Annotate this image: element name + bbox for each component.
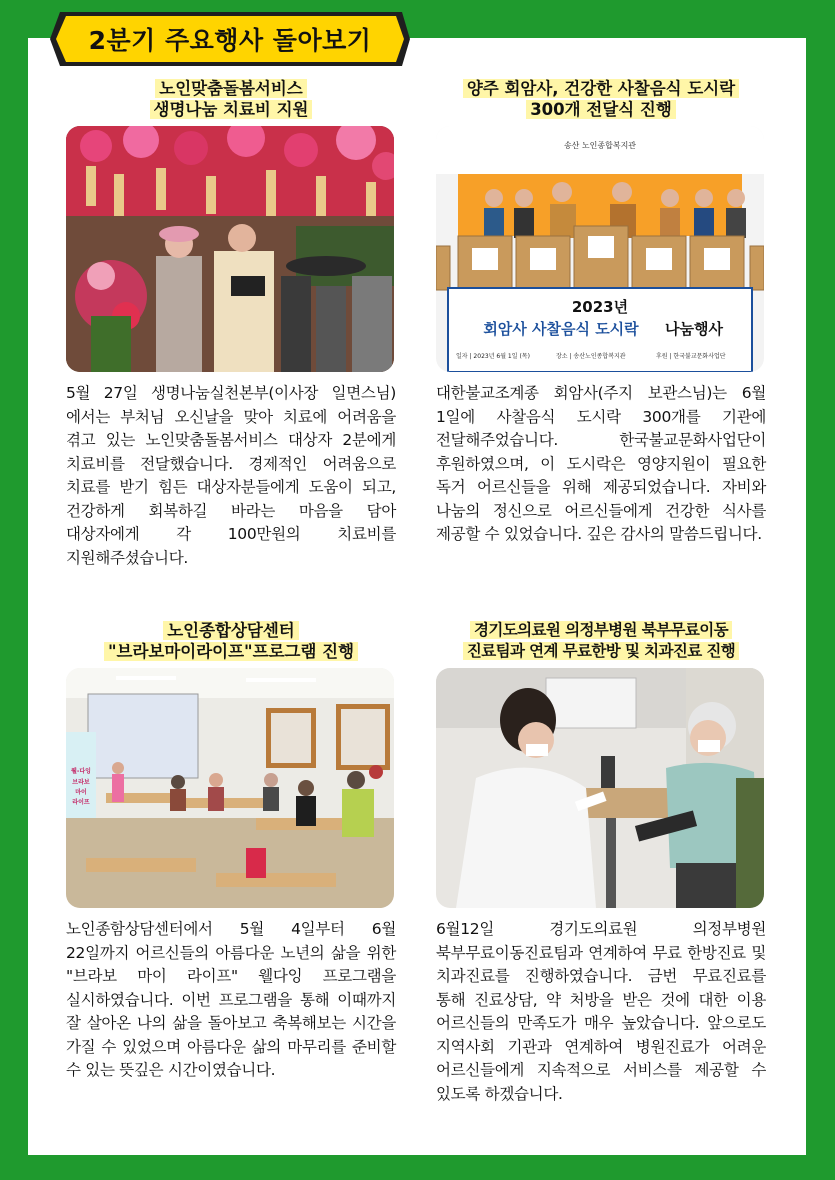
article-photo	[66, 126, 394, 372]
event-banner-sponsor: 후원 | 한국불교문화사업단	[656, 353, 726, 360]
heading-line-1: 경기도의료원 의정부병원 북부무료이동	[470, 621, 732, 639]
lunchbox-ceremony-photo	[436, 126, 764, 372]
temple-lantern-photo	[66, 126, 394, 372]
article-heading	[436, 78, 766, 120]
article-free-medical-care	[436, 620, 766, 1106]
event-banner-title-b: 나눔행사	[665, 320, 723, 338]
article-body: 6월12일 경기도의료원 의정부병원 북부무료이동진료팀과 연계하여 무료 한방진료 및 치과진료를 진행하였습니다. 금번 무료진료를 통해 진료상담, 약 처방을 받은 것에 대한 이용 어르신들의 만족도가 매우 높았습니다. 앞으로도 지역사회 기관과 연계하여 병원진료가 어려운 어르신들에게 지속적으로 서비스를 제공할 수 있도록 하겠습니다.	[436, 920, 766, 1103]
article-lunchbox-donation	[436, 78, 766, 547]
heading-line-2: "브라보마이라이프"프로그램 진행	[104, 642, 358, 661]
article-photo	[436, 668, 764, 908]
standee-line-2: 브라보	[72, 779, 90, 786]
section-banner	[50, 12, 410, 66]
article-heading	[66, 78, 396, 120]
event-banner-year: 2023년	[571, 298, 629, 316]
medical-consultation-photo	[436, 668, 764, 908]
heading-line-2: 300개 전달식 진행	[526, 100, 676, 119]
article-photo	[436, 126, 764, 372]
heading-line-2: 생명나눔 치료비 지원	[150, 100, 313, 119]
event-banner-place: 장소 | 송산노인종합복지관	[556, 353, 626, 360]
standee-line-4: 라이프	[72, 799, 90, 806]
event-banner-title-a: 회암사 사찰음식 도시락	[483, 320, 639, 338]
banner-title: 2분기 주요행사 돌아보기	[88, 26, 372, 55]
article-heading	[436, 620, 766, 662]
heading-line-1: 양주 회암사, 건강한 사찰음식 도시락	[463, 79, 739, 98]
article-body: 노인종함상담센터에서 5월 4일부터 6월 22일까지 어르신들의 아름다운 노년의 삶을 위한 "브라보 마이 라이프" 웰다잉 프로그램을 실시하였습니다. 이번 프로그램을 통해 이때까지 잘 살아온 나의 삶을 돌아보고 축복해보는 시간을 가질 수 있었으며 아름다운 삶의 마무리를 준비할 수 있는 뜻깊은 시간이였습니다.	[66, 920, 396, 1079]
article-bravo-my-life	[66, 620, 396, 1083]
article-body: 5월 27일 생명나눔실천본부(이사장 일면스님)에서는 부처님 오신날을 맞아 치료에 어려움을 겪고 있는 노인맞춤돌봄서비스 대상자 2분에게 치료비를 전달했습니다. 경제적인 어려움으로 치료를 받기 힘든 대상자분들에게 도움이 되고, 건강하게 회복하길 바라는 마음을 담아 대상자에게 각 100만원의 치료비를 지원해주셨습니다.	[66, 384, 396, 567]
heading-line-2: 진료팀과 연계 무료한방 및 치과진료 진행	[463, 642, 739, 660]
heading-line-1: 노인맞춤돌봄서비스	[155, 79, 306, 98]
article-treatment-support	[66, 78, 396, 570]
org-sign: 송산 노인종합복지관	[563, 141, 637, 150]
article-heading	[66, 620, 396, 662]
article-body: 대한불교조계종 회암사(주지 보관스님)는 6월 1일에 사찰음식 도시락 300개를 기관에 전달해주었습니다. 한국불교문화사업단이 후원하였으며, 이 도시락은 영양지원이 필요한 독거 어르신들을 위해 제공되었습니다. 자비와 나눔의 정신으로 어르신들에게 건강한 식사를 제공할 수 있었습니다. 깊은 감사의 말씀드립니다.	[436, 384, 766, 543]
classroom-program-photo	[66, 668, 394, 908]
article-photo	[66, 668, 394, 908]
projector-screen	[88, 694, 198, 778]
standee-line-1: 웰-다잉	[71, 768, 91, 775]
standee-line-3: 마이	[75, 789, 87, 796]
heading-line-1: 노인종합상담센터	[163, 621, 299, 640]
event-banner-date: 일자 | 2023년 6월 1일 (목)	[456, 353, 530, 360]
